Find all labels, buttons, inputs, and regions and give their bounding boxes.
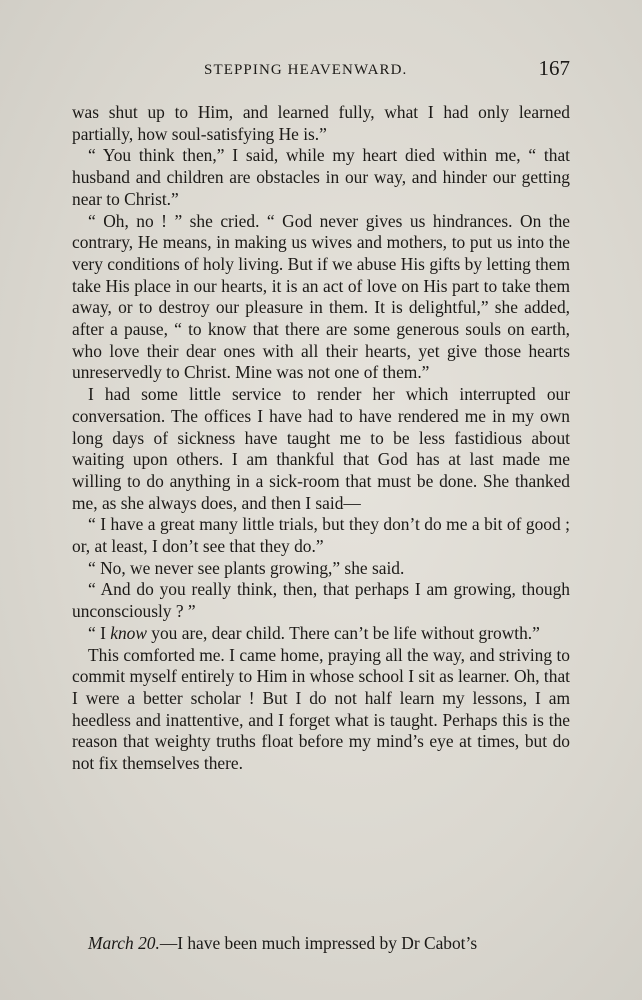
- quote-open: “ I: [88, 622, 111, 643]
- emphasized-word: know: [110, 622, 147, 643]
- body-text: [72, 102, 570, 775]
- paragraph: “ I have a great many little trials, but they don’t do me a bit of good ; or, at least, I don’t see that they do.”: [72, 514, 570, 557]
- quote-rest: you are, dear child. There can’t be life without growth.”: [146, 622, 540, 643]
- paragraph: This comforted me. I came home, praying all the way, and striving to commit myself entirely to Him in whose school I sit as learner. Oh, that I were a better scholar ! But I do not half learn my lessons, I am heedless and inattentive, and I forget what is taught. Perhaps this is the reason that weighty truths float before my mind’s eye at times, but do not fix themselves there.: [72, 644, 570, 774]
- paragraph: [72, 623, 570, 645]
- paragraph: I had some little service to render her which interrupted our conversation. The offices I have had to have rendered me in my own long days of sickness have taught me to be less fastidious about waiting upon others. I am thankful that God has at last made me willing to do anything in a sick-room that must be done. She thanked me, as she always does, and then I said—: [72, 384, 570, 513]
- journal-entry: [72, 933, 570, 955]
- paragraph: “ No, we never see plants growing,” she said.: [88, 557, 405, 578]
- entry-date: March 20.: [88, 933, 160, 954]
- entry-text: —I have been much impressed by Dr Cabot’s: [159, 933, 478, 954]
- page-number: 167: [538, 56, 570, 80]
- paragraph-continuation: was shut up to Him, and learned fully, what I had only learned partially, how soul-satisfying He is.”: [72, 102, 570, 144]
- running-head: STEPPING HEAVENWARD.: [204, 62, 408, 78]
- paragraph: “ Oh, no ! ” she cried. “ God never gives us hindrances. On the contrary, He means, in making us wives and mothers, to put us into the very conditions of holy living. But if we abuse His gifts by letting them take His place in our hearts, it is an act of love on His part to take them away, or to destroy our pleasure in them. It is delightful,” she added, after a pause, “ to know that there are some generous souls on earth, who love their dear ones with all their hearts, yet give those hearts unreservedly to Christ. Mine was not one of them.”: [72, 210, 570, 383]
- paragraph: “ You think then,” I said, while my heart died within me, “ that husband and children are obstacles in our way, and hinder our getting near to Christ.”: [72, 145, 570, 209]
- page-header: [72, 56, 570, 86]
- paragraph: “ And do you really think, then, that perhaps I am growing, though unconsciously ? ”: [72, 579, 570, 622]
